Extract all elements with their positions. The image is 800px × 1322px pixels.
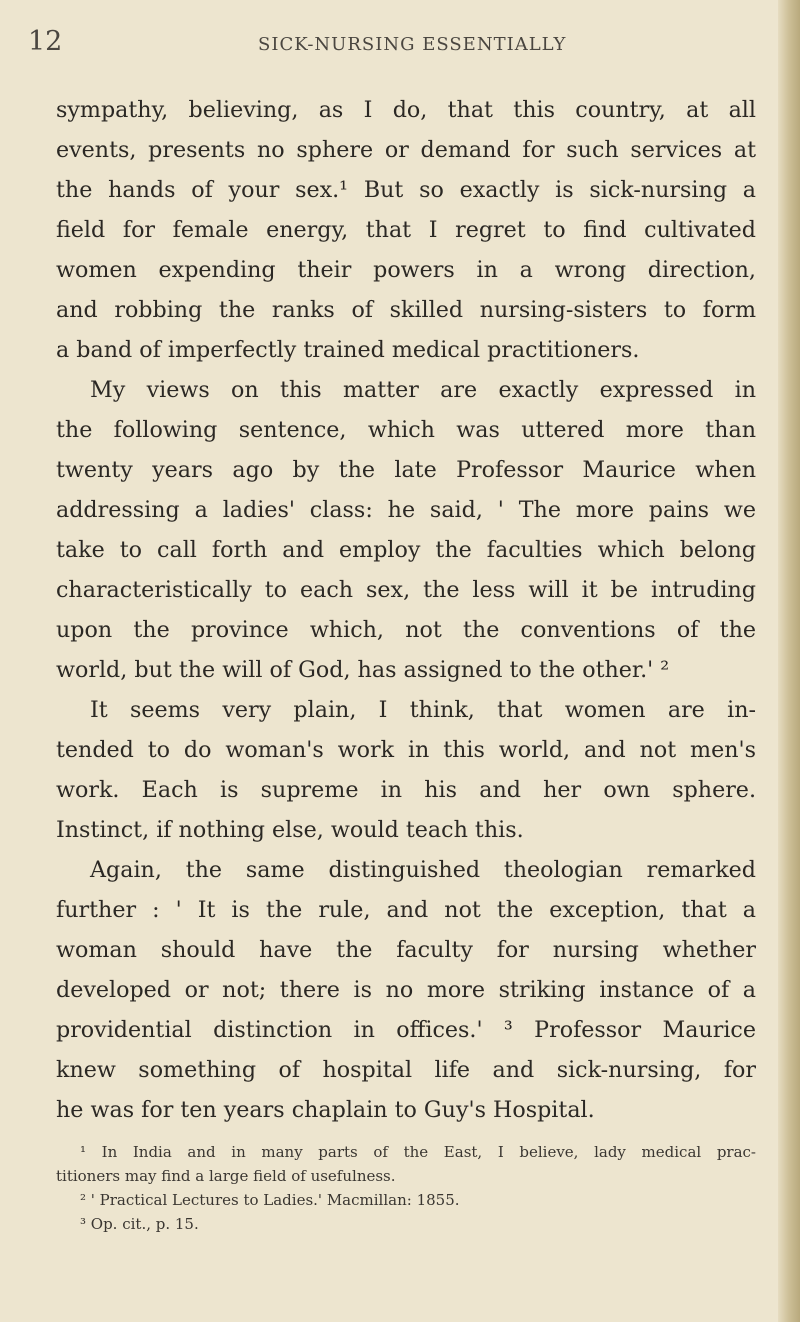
text-line: characteristically to each sex, the less will it be intruding [56, 577, 756, 603]
page-edge-shadow [778, 0, 800, 1322]
footnote: ¹ In India and in many parts of the East, I believe, lady medical prac- [80, 1143, 756, 1161]
text-line: events, presents no sphere or demand for such services at [56, 137, 756, 163]
text-line: field for female energy, that I regret to find cultivated [56, 217, 756, 243]
footnote: ³ Op. cit., p. 15. [80, 1215, 199, 1233]
text-line: the hands of your sex.¹ But so exactly is sick-nursing a [56, 177, 756, 203]
text-line: twenty years ago by the late Professor Maurice when [56, 457, 756, 483]
page-number: 12 [28, 26, 63, 57]
text-line: Instinct, if nothing else, would teach this. [56, 817, 524, 843]
text-line: developed or not; there is no more striking instance of a [56, 977, 756, 1003]
text-line: and robbing the ranks of skilled nursing-sisters to form [56, 297, 756, 323]
text-line: a band of imperfectly trained medical practitioners. [56, 337, 640, 363]
page-header [0, 26, 800, 66]
text-line: take to call forth and employ the faculties which belong [56, 537, 756, 563]
text-line: addressing a ladies' class: he said, ' The more pains we [56, 497, 756, 523]
text-line: Again, the same distinguished theologian remarked [90, 857, 756, 883]
text-line: tended to do woman's work in this world, and not men's [56, 737, 756, 763]
text-line: further : ' It is the rule, and not the exception, that a [56, 897, 756, 923]
text-line: the following sentence, which was uttered more than [56, 417, 756, 443]
text-line: My views on this matter are exactly expressed in [90, 377, 756, 403]
footnote-continuation: titioners may find a large field of usefulness. [56, 1167, 396, 1185]
text-line: knew something of hospital life and sick-nursing, for [56, 1057, 756, 1083]
footnote: ² ' Practical Lectures to Ladies.' Macmillan: 1855. [80, 1191, 460, 1209]
text-line: world, but the will of God, has assigned to the other.' ² [56, 657, 670, 683]
text-line: It seems very plain, I think, that women are in- [90, 697, 756, 723]
text-line: women expending their powers in a wrong direction, [56, 257, 756, 283]
text-line: he was for ten years chaplain to Guy's Hospital. [56, 1097, 595, 1123]
text-line: sympathy, believing, as I do, that this country, at all [56, 97, 756, 123]
text-line: woman should have the faculty for nursing whether [56, 937, 756, 963]
text-line: upon the province which, not the conventions of the [56, 617, 756, 643]
running-title: SICK-NURSING ESSENTIALLY [258, 34, 567, 55]
text-line: providential distinction in offices.' ³ Professor Maurice [56, 1017, 756, 1043]
text-line: work. Each is supreme in his and her own sphere. [56, 777, 756, 803]
